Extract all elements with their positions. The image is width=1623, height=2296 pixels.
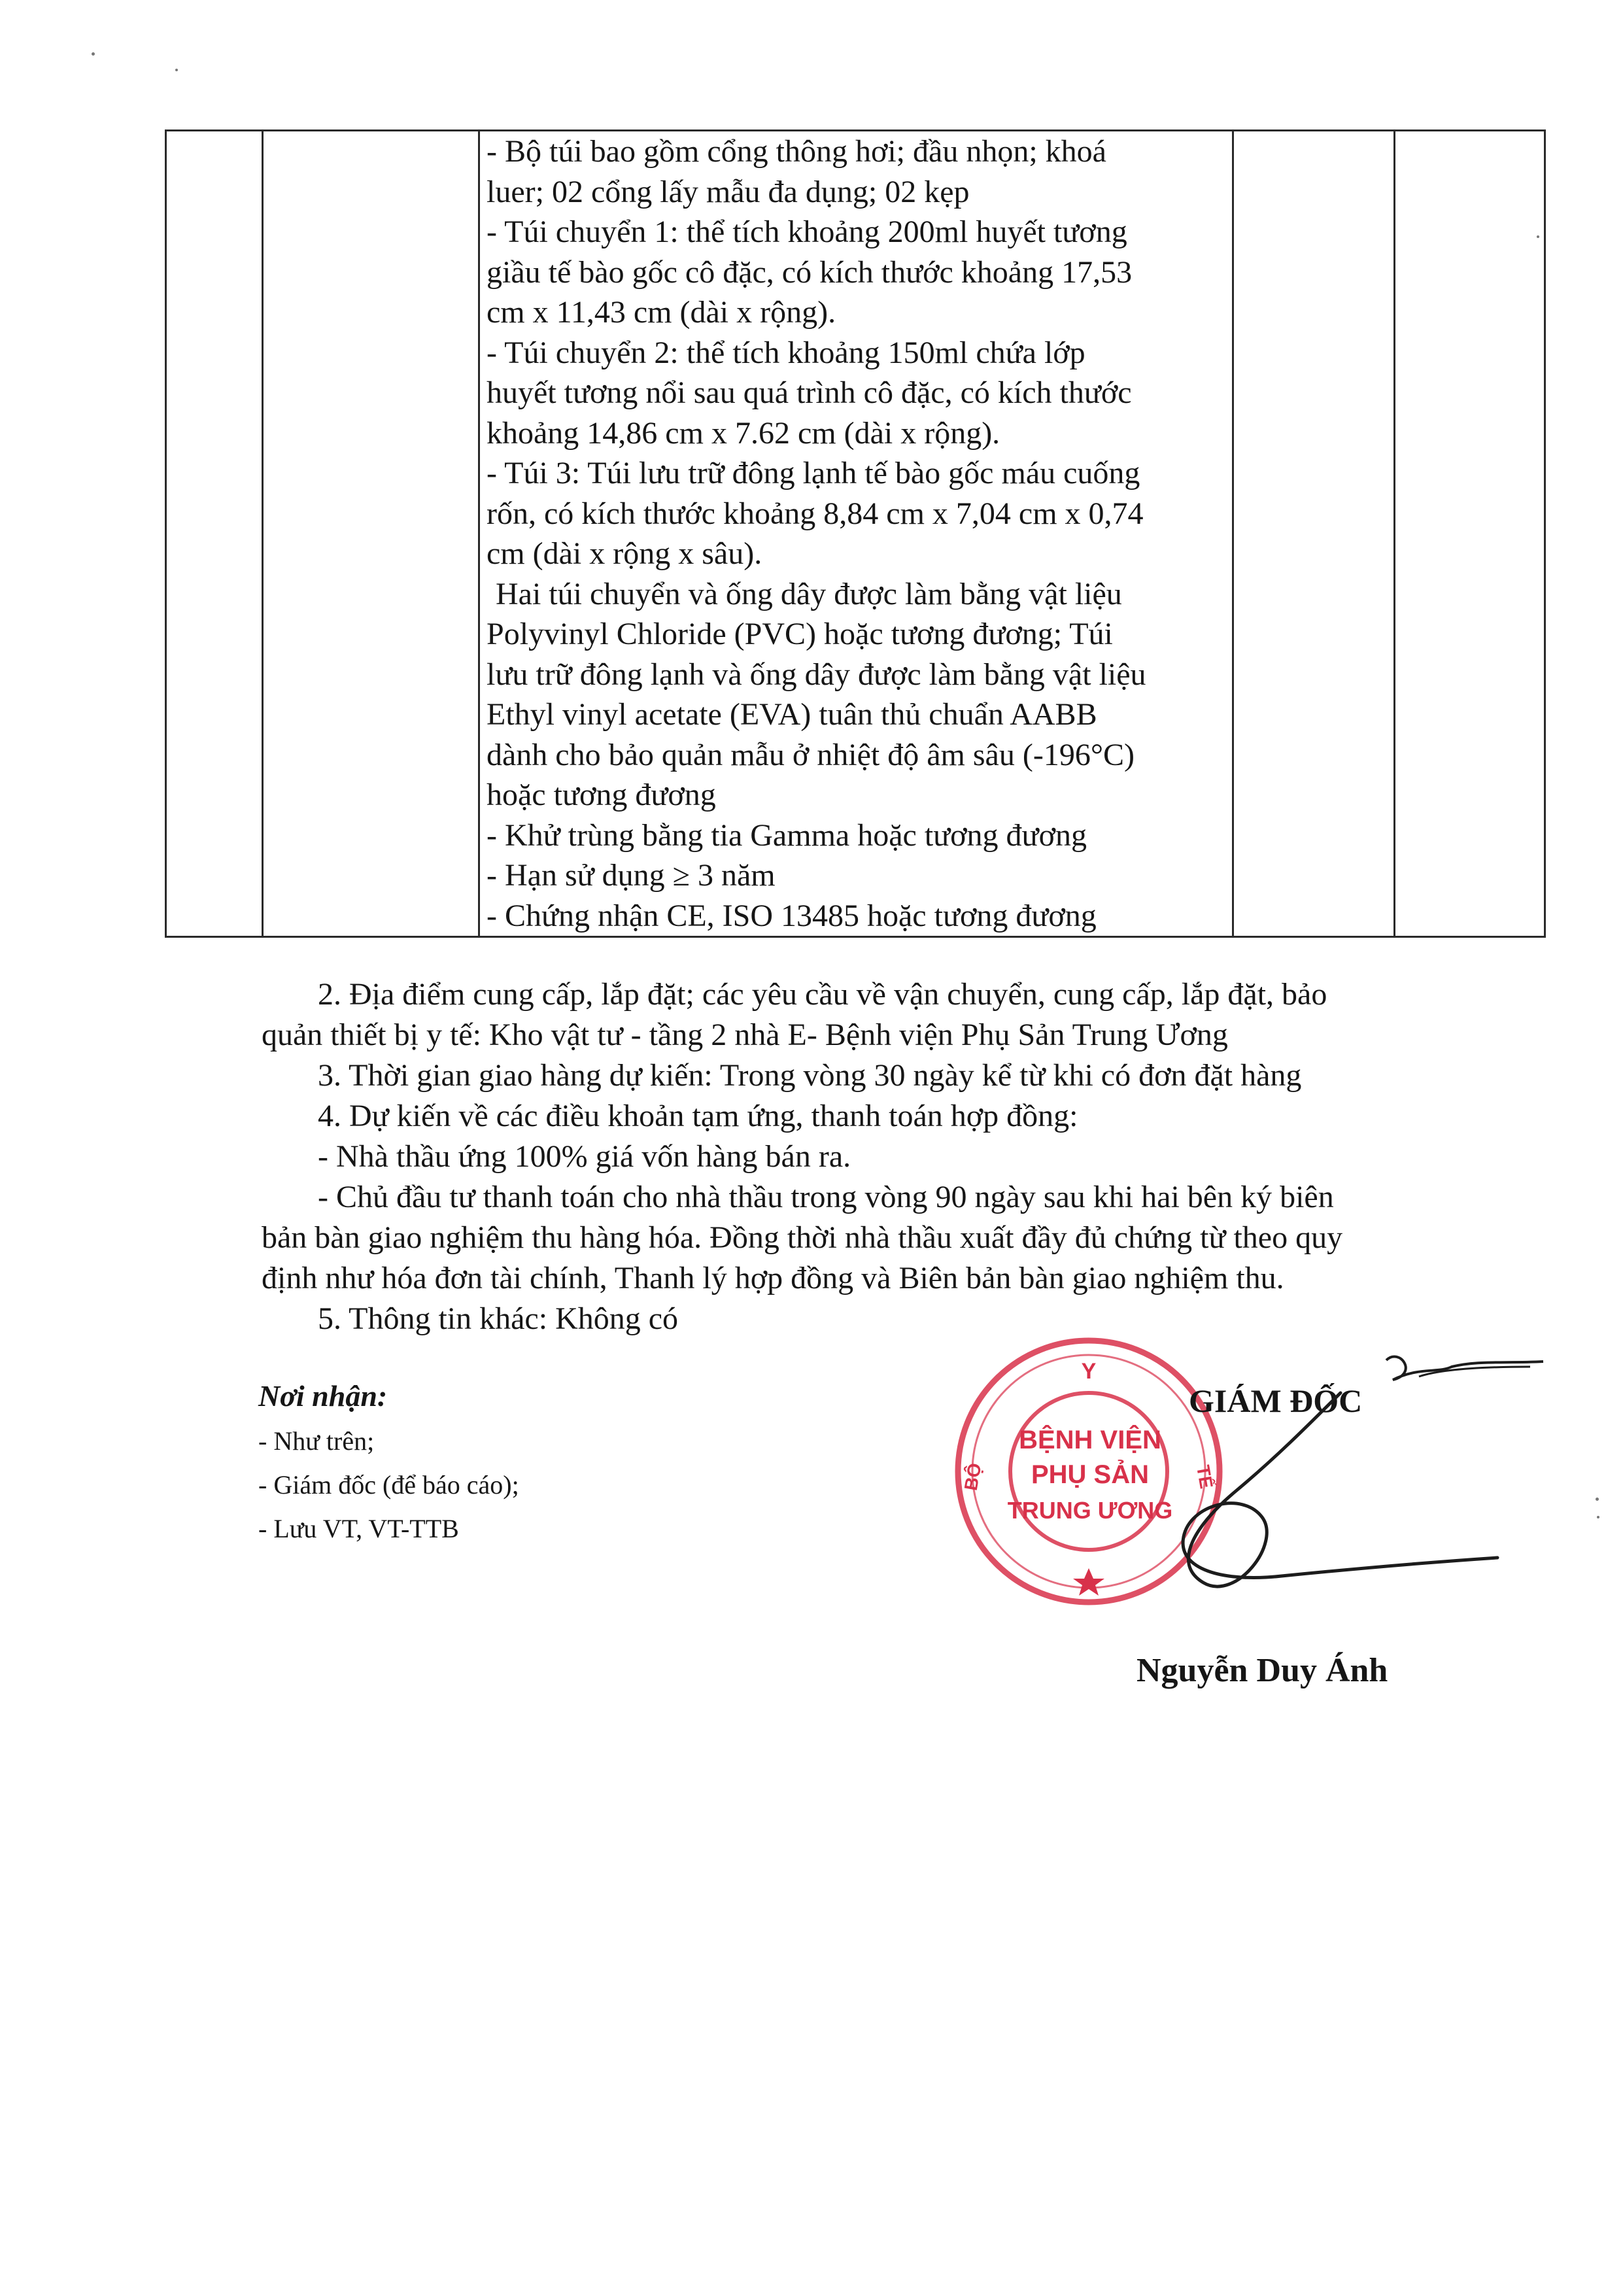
- description-line: - Túi chuyển 2: thể tích khoảng 150ml chứa lớp: [487, 335, 1085, 370]
- paragraph-4a: - Nhà thầu ứng 100% giá vốn hàng bán ra.: [318, 1139, 851, 1174]
- paragraph-3: 3. Thời gian giao hàng dự kiến: Trong vòng 30 ngày kể từ khi có đơn đặt hàng: [318, 1058, 1302, 1093]
- stamp-line-1: BỆNH VIỆN: [1019, 1426, 1161, 1454]
- scan-speck: [1596, 1498, 1599, 1501]
- scan-speck: [92, 52, 95, 56]
- recipient-item: - Giám đốc (để báo cáo);: [258, 1470, 519, 1499]
- description-line: - Bộ túi bao gồm cổng thông hơi; đầu nhọn; khoá: [487, 134, 1106, 169]
- description-line: - Chứng nhận CE, ISO 13485 hoặc tương đương: [487, 898, 1097, 933]
- description-line: Hai túi chuyển và ống dây được làm bằng vật liệu: [496, 576, 1122, 611]
- paragraph-4: 4. Dự kiến về các điều khoản tạm ứng, thanh toán hợp đồng:: [318, 1099, 1078, 1133]
- stamp-left-letter: BỘ: [960, 1461, 985, 1492]
- description-line: khoảng 14,86 cm x 7.62 cm (dài x rộng).: [487, 415, 1000, 451]
- description-line: rốn, có kích thước khoảng 8,84 cm x 7,04 cm x 0,74: [487, 496, 1144, 531]
- scan-speck: [1537, 235, 1539, 238]
- paragraph-2-line-1: 2. Địa điểm cung cấp, lắp đặt; các yêu cầu về vận chuyển, cung cấp, lắp đặt, bảo: [318, 977, 1327, 1012]
- paragraph-5: 5. Thông tin khác: Không có: [318, 1301, 679, 1336]
- description-line: - Túi 3: Túi lưu trữ đông lạnh tế bào gốc máu cuống: [487, 456, 1140, 490]
- table-cell-description: [479, 131, 1233, 937]
- paragraph-4b-line-2: bản bàn giao nghiệm thu hàng hóa. Đồng thời nhà thầu xuất đầy đủ chứng từ theo quy: [262, 1220, 1343, 1255]
- description-line: hoặc tương đương: [487, 778, 716, 812]
- recipient-item: - Như trên;: [258, 1426, 375, 1456]
- description-line: giầu tế bào gốc cô đặc, có kích thước khoảng 17,53: [487, 254, 1133, 290]
- paragraph-4b-line-1: - Chủ đầu tư thanh toán cho nhà thầu trong vòng 90 ngày sau khi hai bên ký biên: [318, 1180, 1334, 1214]
- stamp-line-2: PHỤ SẢN: [1031, 1460, 1150, 1489]
- scan-speck: [175, 69, 178, 71]
- description-line: dành cho bảo quản mẫu ở nhiệt độ âm sâu (-196°C): [487, 737, 1135, 772]
- paragraph-4b-line-3: định như hóa đơn tài chính, Thanh lý hợp đồng và Biên bản bàn giao nghiệm thu.: [262, 1261, 1284, 1295]
- stamp-line-3: TRUNG ƯƠNG: [1007, 1497, 1173, 1524]
- table-cell-extra-2: [1395, 131, 1545, 937]
- table-cell-index: [166, 131, 263, 937]
- description-line: luer; 02 cổng lấy mẫu đa dụng; 02 kẹp: [487, 174, 970, 209]
- scan-speck: [1597, 1516, 1599, 1518]
- description-line: cm x 11,43 cm (dài x rộng).: [487, 295, 836, 330]
- star-icon: [1073, 1568, 1104, 1596]
- stamp-right-letter: TẾ: [1192, 1464, 1217, 1490]
- director-title: GIÁM ĐỐC: [1189, 1382, 1363, 1419]
- description-line: - Túi chuyển 1: thể tích khoảng 200ml huyết tương: [487, 214, 1127, 249]
- recipients-block: [258, 1373, 519, 1551]
- table-cell-name: [263, 131, 479, 937]
- recipients-title: Nơi nhận:: [258, 1379, 388, 1413]
- description-line: huyết tương nổi sau quá trình cô đặc, có kích thước: [487, 375, 1132, 410]
- paragraph-2-line-2: quản thiết bị y tế: Kho vật tư - tầng 2 nhà E- Bệnh viện Phụ Sản Trung Ương: [262, 1018, 1228, 1052]
- description-line: - Khử trùng bằng tia Gamma hoặc tương đương: [487, 817, 1087, 853]
- stamp-top-letter: Y: [1081, 1359, 1097, 1384]
- spec-table: [165, 129, 1546, 938]
- signer-name: Nguyễn Duy Ánh: [1136, 1652, 1388, 1689]
- table-row: [166, 131, 1545, 937]
- description-line: Polyvinyl Chloride (PVC) hoặc tương đương; Túi: [487, 617, 1113, 651]
- recipient-item: - Lưu VT, VT-TTB: [258, 1514, 459, 1543]
- table-cell-extra-1: [1233, 131, 1395, 937]
- description-line: - Hạn sử dụng ≥ 3 năm: [487, 858, 776, 893]
- description-line: cm (dài x rộng x sâu).: [487, 536, 762, 571]
- handwritten-signature: [1112, 1347, 1569, 1622]
- description-line: lưu trữ đông lạnh và ống dây được làm bằng vật liệu: [487, 657, 1146, 692]
- description-line: Ethyl vinyl acetate (EVA) tuân thủ chuẩn AABB: [487, 697, 1097, 732]
